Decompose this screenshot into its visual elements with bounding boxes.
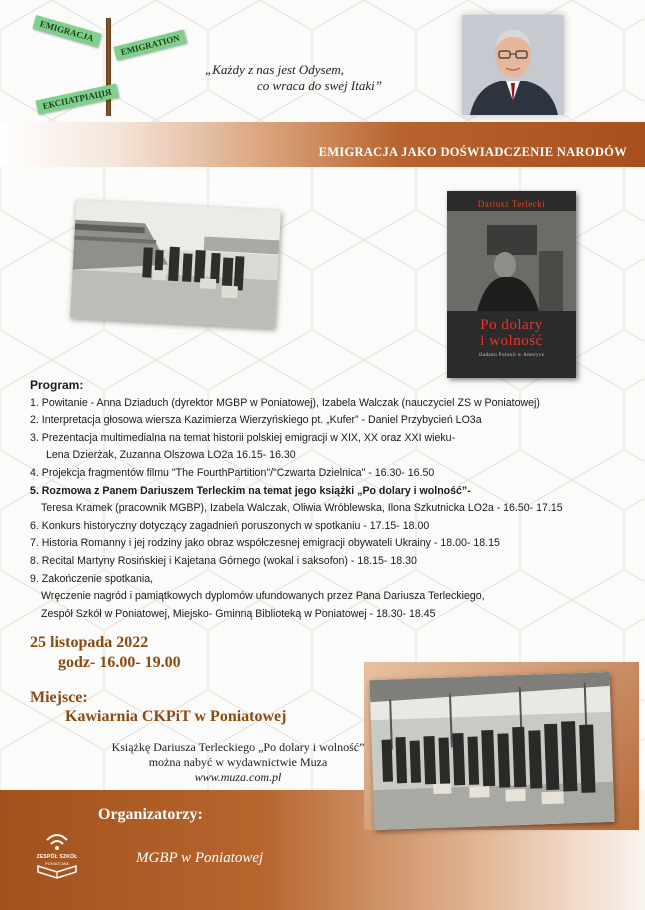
program-item: 9. Zakończenie spotkania, <box>30 572 154 585</box>
sign-emigration: EMIGRATION <box>113 29 187 60</box>
program-heading: Program: <box>30 378 84 392</box>
event-place <box>30 688 286 726</box>
program-item: Lena Dzierżak, Zuzanna Olszowa LO2a 16.15- 16.30 <box>46 449 296 462</box>
portrait-image <box>462 15 564 115</box>
event-date-hours: godz- 16.00- 19.00 <box>58 654 181 671</box>
program-item: Zespół Szkół w Poniatowej, Miejsko- Gminną Biblioteką w Poniatowej - 18.30- 18.45 <box>41 607 436 620</box>
purchase-info <box>110 740 366 785</box>
title-banner <box>0 122 645 167</box>
historic-photo-ship <box>70 200 281 329</box>
program <box>30 377 630 623</box>
purchase-line-2: można nabyć w wydawnictwie Muza <box>148 755 328 769</box>
author-portrait <box>462 15 564 115</box>
program-item: 3. Prezentacja multimedialna na temat historii polskiej emigracji w XIX, XX oraz XXI wieku- <box>30 431 456 444</box>
event-place-name: Kawiarnia CKPiT w Poniatowej <box>65 708 287 725</box>
event-date-day: 25 listopada 2022 <box>30 634 149 651</box>
book-subtitle: śladami Polonii w Ameryce <box>478 353 545 358</box>
program-item: 1. Powitanie - Anna Dziaduch (dyrektor MGBP w Poniatowej), Izabela Walczak (nauczyciel ZS w Poniatowej) <box>30 396 540 409</box>
program-item: 4. Projekcja fragmentów filmu "The FourthPartition"/"Czwarta Dzielnica" - 16.30- 16.50 <box>30 466 435 479</box>
organizers-label: Organizatorzy: <box>98 806 203 823</box>
quote-line-1: „Każdy z nas jest Odysem, <box>205 62 345 77</box>
logo-text-2: PONIATOWA <box>45 861 69 866</box>
logo-text-1: ZESPÓŁ SZKÓŁ <box>36 854 78 860</box>
publisher-link[interactable]: www.muza.com.pl <box>194 770 282 784</box>
signpost <box>30 10 200 120</box>
event-place-label: Miejsce: <box>30 689 88 706</box>
program-item: 8. Recital Martyny Rosińskiej i Kajetana Górnego (wokal i saksofon) - 18.15- 18.30 <box>30 554 417 567</box>
program-item: 6. Konkurs historyczny dotyczący zagadnień poruszonych w spotkaniu - 17.15- 18.00 <box>30 519 430 532</box>
event-date <box>30 633 181 673</box>
quote-line-2: co wraca do swej Itaki” <box>257 78 382 93</box>
book-author: Dariusz Terlecki <box>477 199 546 209</box>
program-item: 7. Historia Romanny i jej rodziny jako obraz współczesnej emigracji obywateli Ukrainy - 18.00- 18.15 <box>30 537 500 550</box>
program-item <box>30 483 630 501</box>
program-item: Teresa Kramek (pracownik MGBP), Izabela Walczak, Oliwia Wróblewska, Ilona Szkutnicka LO2a - 16.50- 17.15 <box>41 502 563 515</box>
book-title-line-2: i wolność <box>480 333 543 349</box>
organizer-name: MGBP w Poniatowej <box>136 850 264 866</box>
purchase-line-1: Książkę Dariusza Terleckiego „Po dolary i wolność” <box>111 740 365 754</box>
historic-photo-queue <box>369 672 614 830</box>
banner-title: EMIGRACJA JAKO DOŚWIADCZENIE NARODÓW <box>318 145 627 159</box>
program-item: Wręczenie nagród i pamiątkowych dyplomów ufundowanych przez Pana Dariusza Terleckiego, <box>41 590 485 603</box>
school-logo <box>28 826 86 886</box>
signpost-pole <box>106 18 111 116</box>
sign-emigracja: EMIGRACJA <box>32 15 101 47</box>
quote <box>205 62 382 94</box>
sign-ukrainian: ЕКСПАТРІАЦІЯ <box>35 84 118 115</box>
queue-photo-image <box>369 672 614 830</box>
book-title-line-1: Po dolary <box>480 317 543 333</box>
program-item-bold: 5. Rozmowa z Panem Dariuszem Terleckim na temat jego książki „Po dolary i wolność”- <box>30 484 471 497</box>
book-cover <box>447 191 576 378</box>
program-item: 2. Interpretacja głosowa wiersza Kazimierza Wierzyńskiego pt. „Kufer” - Daniel Przybycień LO3a <box>30 414 482 427</box>
ship-photo-image <box>70 200 281 329</box>
